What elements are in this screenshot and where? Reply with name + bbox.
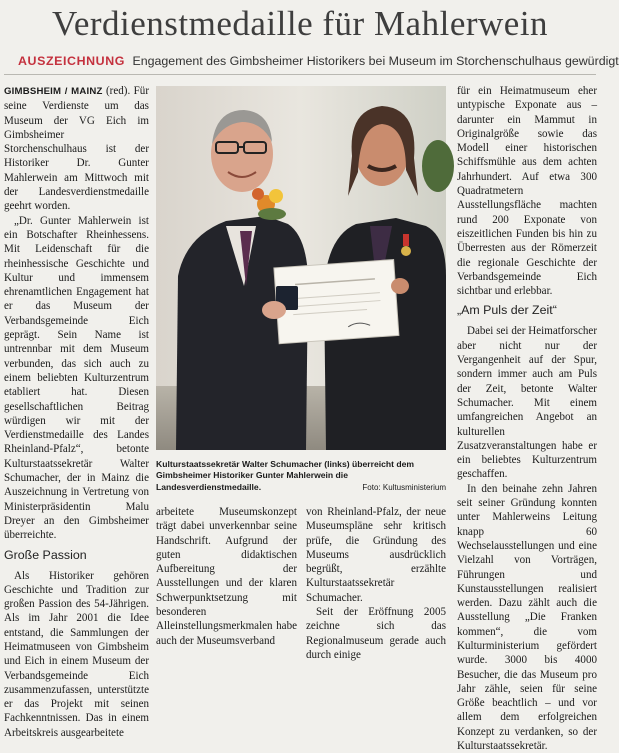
exhibits-paragraph: für ein Heimatmuseum eher untypische Exponate aus – darunter ein Mammut in Originalgröße sowie das Modell einer historischen Schiffsmühle aus dem achten Jahrhundert. Auf etwa 300 Quadratmetern Ausstellungsfläche machten rund 200 Exponate von eiszeitlichen Funden bis hin zu Überresten aus der Römerzeit die regionale Geschichte der Verbandsgemeinde Eich sichtbar und erlebbar. <box>457 85 597 298</box>
subhead-passion: Große Passion <box>4 547 87 562</box>
puls-paragraph: Dabei sei der Heimatforscher aber nicht nur der Vergangenheit auf der Spur, sondern immer auch am Puls der Zeit, betonte Walter Schumacher. Mit einem umfangreichen Angebot an kulturellen Zusatzveranstaltungen habe er ein beliebtes Kulturzentrum geschaffen. <box>457 325 597 481</box>
concept-paragraph: arbeitete Museumskonzept trägt dabei unverkennbar seine Handschrift. Aufgrund der guten didaktischen Aufbereitung der Ausstellungen und der klaren Schwerpunktsetzung mit besonderen Alleinstellungsmerkmalen habe auch der Museumsverband <box>156 506 297 647</box>
lead-paragraph <box>4 84 149 214</box>
quote-paragraph: „Dr. Gunter Mahlerwein ist ein Botschafter Rheinhessens. Mit Leidenschaft für die rheinhessische Geschichte und Kultur und immensem ehrenamtlichen Engagement hat er das Museum der Verbandsgemeinde Eich geprägt. Sein Name ist untrennbar mit dem Museum verbunden, das sich auch zu einem beliebten Kulturzentrum etabliert hat. Diesen gesellschaftlichen Beitrag würdigen wir mit der Verdienstmedaille des Landes Rheinland-Pfalz“, betonte Kulturstaatssekretär Walter Schumacher, der in Mainz die Auszeichnung in Vertretung von Ministerpräsidentin Malu Dreyer an den Gimbsheimer überreichte. <box>4 214 149 542</box>
article-column-2 <box>156 505 297 647</box>
award-photo <box>156 86 446 450</box>
photo-credit: Foto: Kultusministerium <box>362 482 446 492</box>
headline: Verdienstmedaille für Mahlerwein <box>51 4 549 43</box>
kicker: AUSZEICHNUNG <box>18 54 126 68</box>
caption-text: Kulturstaatssekretär Walter Schumacher (links) überreicht dem Gimbsheimer Historiker Gunter Mahlerwein die Landesverdienstmedaille. <box>156 459 415 492</box>
article-column-3 <box>306 505 446 661</box>
lead-text: (red). Für seine Verdienste um das Museum der VG Eich im Gimbsheimer Storchenschulhaus ist der Historiker Dr. Gunter Mahlerwein am Mittwoch mit der Landesverdienstmedaille geehrt worden. <box>4 85 150 213</box>
header-rule <box>4 74 596 75</box>
photo-caption <box>156 459 446 493</box>
article-column-1 <box>4 84 150 739</box>
dateline: GIMBSHEIM / MAINZ <box>4 86 103 97</box>
subhead-puls: „Am Puls der Zeit“ <box>457 303 557 318</box>
opening-paragraph: Seit der Eröffnung 2005 zeichne sich das Regionalmuseum gerade auch durch einige <box>306 606 446 661</box>
museum-association-paragraph: von Rheinland-Pfalz, der neue Museumspläne sehr kritisch prüfe, die Gründung des Museums ausdrücklich begrüßt, erzählte Kulturstaatssekretär Schumacher. <box>306 506 446 604</box>
subheadline: Engagement des Gimbsheimer Historikers bei Museum im Storchenschulhaus gewürdigt <box>132 54 619 68</box>
passion-paragraph: Als Historiker gehören Geschichte und Tradition zur großen Passion des 54-Jährigen. Als im Jahr 2001 die Idee entstand, die Sammlungen der Heimatmuseen von Gimbsheim und Eich in einem Museum der Verbandsgemeinde Eich zusammenzufassen, unterstützte er das Projekt mit seinen Fachkenntnissen. Das in einem Arbeitskreis ausgearbeitete <box>4 569 149 739</box>
article-column-4 <box>457 84 597 753</box>
exhibitions-paragraph: In den beinahe zehn Jahren seit seiner Gründung konnten unter Mahlerweins Leitung knapp 60 Wechselausstellungen und eine Vielzahl von Vorträgen, Führungen und Kunstausstellungen realisiert werden. Dazu zählt auch die Ausstellung „Die Franken kommen“, die vom Kulturministerium gefördert wurde. 3000 bis 4000 Besucher, die das Museum pro Jahr zähle, seien für seine Größe beachtlich – und vor allem dem erfolgreichen Konzept zu verdanken, so der Kulturstaatssekretär. <box>457 482 597 753</box>
subheadline-row <box>18 52 619 70</box>
